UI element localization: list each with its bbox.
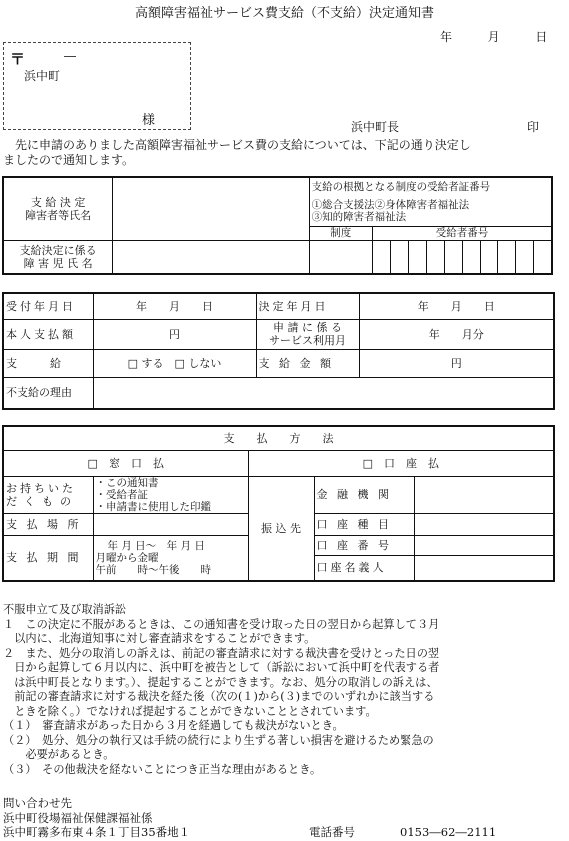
bring-items-label-line1: お持ちいた: [6, 481, 76, 495]
service-month-label-line1: 申 請 に 係 る: [273, 321, 342, 334]
amount-label: 支 給 金 額: [256, 349, 359, 377]
bank-value[interactable]: [414, 476, 554, 513]
date-day: 日: [535, 30, 548, 44]
window-payment-option[interactable]: □ 窓 口 払: [3, 450, 248, 476]
system-cell[interactable]: [309, 240, 372, 274]
seal-mark: 印: [527, 120, 540, 134]
decision-table: [2, 292, 555, 410]
appeal-section: [3, 603, 568, 777]
recipient-name-label-line1: 支 給 決 定: [30, 195, 86, 209]
number-digit[interactable]: [444, 240, 462, 274]
period-line-1: 年 月 日～ 年 月 日: [107, 539, 205, 552]
postal-dash: ―: [64, 49, 76, 63]
bring-items-label-line2: だくもの: [6, 494, 78, 508]
contact-section: [3, 796, 568, 840]
date-month: 月: [487, 30, 500, 44]
recipient-name-value[interactable]: [113, 177, 309, 240]
addressee-honorific: 様: [142, 113, 156, 128]
address-box: [3, 42, 191, 130]
bring-item: ・受給者証: [95, 488, 148, 501]
account-number-value[interactable]: [414, 535, 554, 555]
appeal-line: （２） 処分、処分の執行又は手続の続行により生ずる著しい損害を避けるため緊急の: [3, 733, 434, 747]
number-digit[interactable]: [462, 240, 480, 274]
bring-item: ・この通知書: [95, 476, 159, 489]
contact-address-line: [3, 825, 568, 840]
system-col-header: 制度: [309, 226, 372, 240]
number-digit[interactable]: [408, 240, 426, 274]
addressee-town: 浜中町: [24, 69, 61, 83]
basis-line-1: ①総合支援法②身体障害者福祉法: [311, 198, 470, 211]
child-name-label: [3, 240, 113, 274]
contact-heading: 問い合わせ先: [3, 796, 72, 810]
received-date-label: 受付年月日: [3, 293, 93, 319]
date-line: [440, 28, 547, 45]
payment-method-title: 支 払 方 法: [3, 426, 554, 450]
bank-label: 金 融 機 関: [314, 476, 414, 513]
appeal-line: １ この決定に不服があるときは、この通知書を受け取った日の翌日から起算して３月: [3, 617, 440, 631]
appeal-line: ２ また、処分の取消しの訴えは、前記の審査請求に対する裁決書を受けとった日の翌: [3, 646, 440, 660]
child-name-label-line2: 障 害 児 氏 名: [23, 256, 93, 270]
number-col-header: 受給者番号: [372, 226, 552, 240]
phone-number: 0153―62―2111: [400, 825, 497, 839]
appeal-line: 前記の審査請求に対する裁決を経た後（次の(１)から(３)までのいずれかに該当する: [3, 690, 435, 703]
payment-period-label: 支 払 期 間: [3, 535, 93, 581]
account-payment-option[interactable]: □ 口 座 払: [248, 450, 554, 476]
reason-label: 不支給の理由: [3, 377, 93, 409]
number-digit[interactable]: [498, 240, 516, 274]
transfer-label: 振 込 先: [248, 476, 314, 581]
account-holder-value[interactable]: [414, 555, 554, 581]
basis-options: [309, 196, 552, 226]
intro-line-1: 先に申請のありました高額障害福祉サービス費の支給については、下記の通り決定し: [15, 138, 471, 152]
document-title: 高額障害福祉サービス費支給（不支給）決定通知書: [134, 6, 434, 21]
phone-label: 電話番号: [309, 825, 355, 839]
sender-mayor: 浜中町長: [351, 120, 400, 134]
date-year: 年: [440, 30, 453, 44]
amount-value[interactable]: 円: [359, 349, 554, 377]
decided-date-value[interactable]: 年 月 日: [359, 293, 554, 319]
bring-item: ・申請書に使用した印鑑: [95, 500, 211, 513]
reason-value[interactable]: [93, 377, 554, 409]
appeal-line: 以内に、北海道知事に対し審査請求をすることができます。: [3, 632, 316, 645]
number-digit[interactable]: [480, 240, 498, 274]
service-month-value[interactable]: 年 月分: [359, 319, 554, 349]
basis-line-2: ③知的障害者福祉法: [311, 210, 407, 223]
period-line-3: 午前 時～午後 時: [95, 563, 211, 576]
received-date-value[interactable]: 年 月 日: [93, 293, 256, 319]
appeal-line: （３） その他裁決を経ないことにつき正当な理由があるとき。: [3, 762, 322, 776]
payment-place-value[interactable]: [93, 513, 248, 535]
payment-table: [2, 425, 555, 582]
child-name-value[interactable]: [113, 240, 309, 274]
contact-office: 浜中町役場福祉保健課福祉係: [3, 810, 153, 825]
intro-line-2: ましたので通知します。: [3, 153, 135, 167]
service-month-label-line2: サービス利用月: [269, 334, 346, 347]
appeal-line: は浜中町長となります。）、提起することができます。なお、処分の取消しの訴えは、: [3, 675, 438, 689]
self-pay-value[interactable]: 円: [93, 319, 256, 349]
intro-text: [3, 138, 569, 168]
bring-items-list: [93, 476, 248, 513]
postal-mark: 〒: [10, 50, 26, 68]
service-month-label: [256, 319, 359, 349]
period-line-2: 月曜から金曜: [95, 551, 159, 564]
recipient-name-label: [3, 177, 113, 240]
number-digit[interactable]: [390, 240, 408, 274]
appeal-line: 日から起算して６月以内に、浜中町を被告として（訴訟において浜中町を代表する者: [3, 661, 440, 674]
decided-date-label: 決定年月日: [256, 293, 359, 319]
self-pay-label: 本人支払額: [3, 319, 93, 349]
appeal-line: ときを除く。）でなければ提起することができないこととされています。: [3, 704, 377, 718]
bring-items-label: [3, 476, 93, 513]
pay-label: 支 給: [3, 349, 93, 377]
account-number-label: 口 座 番 号: [314, 535, 414, 555]
payment-period-value[interactable]: [93, 535, 248, 581]
contact-address: 浜中町霧多布東４条１丁目35番地１: [3, 825, 191, 839]
recipient-name-label-line2: 障害者等氏名: [25, 208, 92, 222]
account-type-value[interactable]: [414, 513, 554, 535]
appeal-line: 必要があるとき。: [3, 748, 115, 761]
child-name-label-line1: 支給決定に係る: [19, 243, 97, 257]
payment-place-label: 支 払 場 所: [3, 513, 93, 535]
number-digit[interactable]: [372, 240, 390, 274]
number-digit[interactable]: [426, 240, 444, 274]
number-digit[interactable]: [534, 240, 552, 274]
pay-options[interactable]: □ する □ しない: [93, 349, 256, 377]
number-digit[interactable]: [516, 240, 534, 274]
account-type-label: 口 座 種 目: [314, 513, 414, 535]
recipient-table: [2, 176, 553, 275]
appeal-heading: 不服申立て及び取消訴訟: [3, 603, 127, 616]
basis-title: 支給の根拠となる制度の受給者証番号: [309, 177, 552, 196]
appeal-line: （１） 審査請求があった日から３月を経過しても裁決がないとき。: [3, 719, 344, 732]
account-holder-label: 口座名義人: [314, 555, 414, 581]
